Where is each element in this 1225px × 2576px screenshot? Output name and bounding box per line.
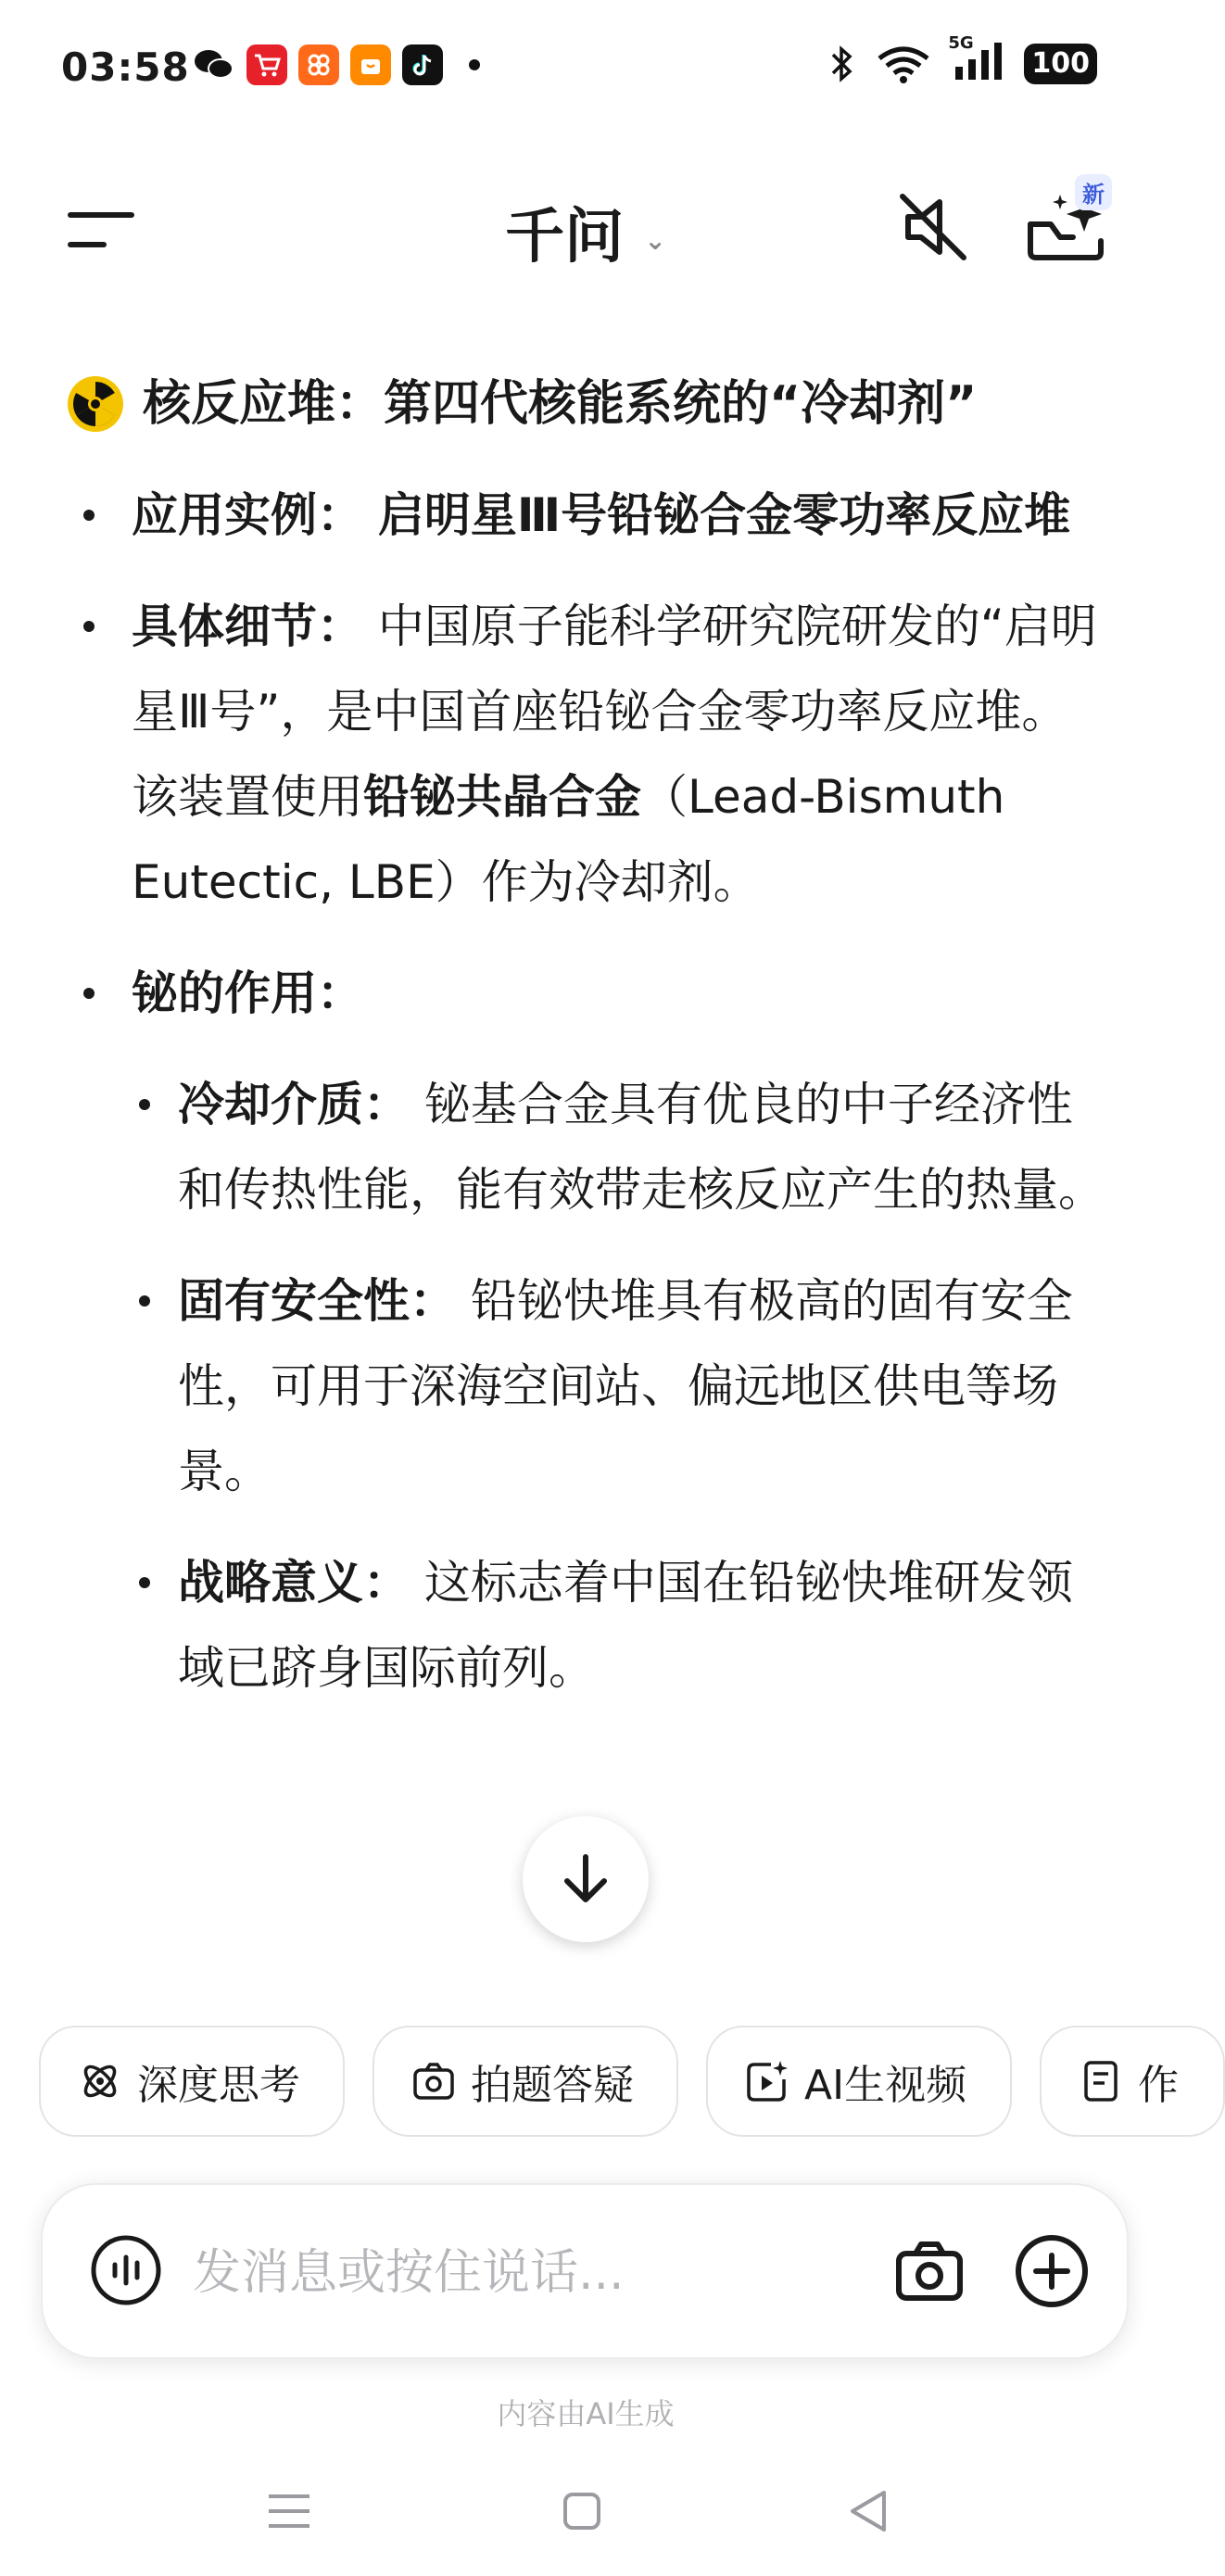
chip-ai-video[interactable]: [706, 2026, 1012, 2137]
camera-button[interactable]: [888, 2229, 971, 2313]
new-badge: 新: [1075, 174, 1112, 210]
speaker-mute-icon: [891, 185, 975, 269]
add-attachment-button[interactable]: [1010, 2229, 1093, 2313]
sub-item-label: 战略意义：: [178, 1556, 410, 1610]
chip-photo-answer[interactable]: [373, 2026, 678, 2137]
wifi-icon: [876, 44, 931, 84]
sub-item-label: 固有安全性：: [178, 1274, 456, 1328]
chip-label: 拍题答疑: [471, 2062, 634, 2109]
sub-item-text: 铅铋快堆具有极高的固有安全性，可用于深海空间站、偏远地区供电等场景。: [178, 1274, 1073, 1498]
atom-icon: [78, 2059, 122, 2103]
orange-app-icon: [298, 44, 339, 85]
more-notifications-dot: [469, 59, 480, 70]
app-title-text: 千问: [505, 203, 625, 271]
item-label: 具体细节：: [132, 600, 363, 653]
chevron-down-icon: ⌄: [644, 224, 666, 256]
sub-item-text: 这标志着中国在铅铋快堆研发领域已跻身国际前列。: [178, 1556, 1073, 1695]
video-sparkle-icon: [745, 2059, 789, 2103]
menu-lines-icon: [259, 2481, 319, 2541]
sub-list: [132, 1062, 1114, 1711]
tiktok-icon: [402, 44, 443, 85]
chip-label: AI生视频: [804, 2062, 967, 2109]
quick-action-chips: [39, 2026, 1179, 2140]
bluetooth-icon: [829, 44, 855, 84]
home-button[interactable]: [552, 2481, 612, 2541]
sub-list-item: [132, 1258, 1114, 1514]
list-item: [67, 951, 1114, 1036]
chat-message: [67, 361, 1114, 1711]
list-item: [67, 473, 1114, 558]
chip-label: 作: [1138, 2062, 1179, 2109]
system-status-icons: [829, 33, 1097, 86]
section-heading: [67, 361, 1114, 447]
status-time: 03:58: [61, 44, 190, 90]
item-text: （Lead-Bismuth Eutectic, LBE）作为冷却剂。: [132, 770, 1005, 909]
chip-label: 深度思考: [137, 2062, 300, 2109]
item-label: 铋的作用：: [132, 966, 363, 1020]
voice-wave-icon: [89, 2233, 163, 2307]
triangle-back-icon: [840, 2481, 899, 2541]
back-button[interactable]: [840, 2481, 899, 2541]
square-home-icon: [552, 2481, 612, 2541]
item-text-bold: 铅铋共晶合金: [363, 770, 641, 824]
sub-item-label: 冷却介质：: [178, 1078, 410, 1131]
shopping-bag-icon: [350, 44, 391, 85]
voice-input-button[interactable]: [89, 2233, 163, 2307]
document-icon: [1079, 2059, 1123, 2103]
taobao-cart-icon: [246, 44, 287, 85]
ai-disclaimer: 内容由AI生成: [497, 2396, 675, 2431]
heading-text: 核反应堆：第四代核能系统的“冷却剂”: [143, 376, 978, 432]
signal-icon: 5G: [952, 41, 1004, 86]
sub-item-text: 铋基合金具有优良的中子经济性和传热性能，能有效带走核反应产生的热量。: [178, 1078, 1105, 1217]
message-input-bar: [41, 2183, 1129, 2359]
item-text: 中国原子能科学研究院研发的“启明星Ⅲ号”，是中国首座铅铋合金零功率反应堆。该装置使用: [132, 600, 1097, 824]
camera-scan-icon: [411, 2059, 456, 2103]
battery-indicator: 100: [1024, 44, 1097, 84]
item-text: 启明星Ⅲ号铅铋合金零功率反应堆: [377, 488, 1071, 542]
chip-deep-think[interactable]: [39, 2026, 345, 2137]
plus-circle-icon: [1010, 2229, 1093, 2313]
item-label: 应用实例：: [132, 488, 363, 542]
sub-list-item: [132, 1540, 1114, 1711]
camera-icon: [888, 2229, 971, 2313]
wechat-icon: [193, 46, 235, 83]
sub-list-item: [132, 1062, 1114, 1232]
list-item: [67, 584, 1114, 925]
scroll-to-bottom-button[interactable]: [523, 1816, 649, 1942]
top-nav: [0, 176, 1171, 278]
notification-icons: [193, 44, 480, 85]
recent-apps-button[interactable]: [259, 2481, 319, 2541]
message-input[interactable]: [191, 2237, 899, 2309]
status-bar: [0, 0, 1171, 139]
mute-button[interactable]: [891, 185, 975, 269]
app-title[interactable]: [0, 189, 1171, 274]
chip-writing[interactable]: [1040, 2026, 1225, 2137]
radioactive-icon: [67, 375, 124, 433]
arrow-down-icon: [560, 1851, 612, 1907]
main-list: [67, 473, 1114, 1036]
system-navigation-bar: [0, 2465, 1171, 2557]
